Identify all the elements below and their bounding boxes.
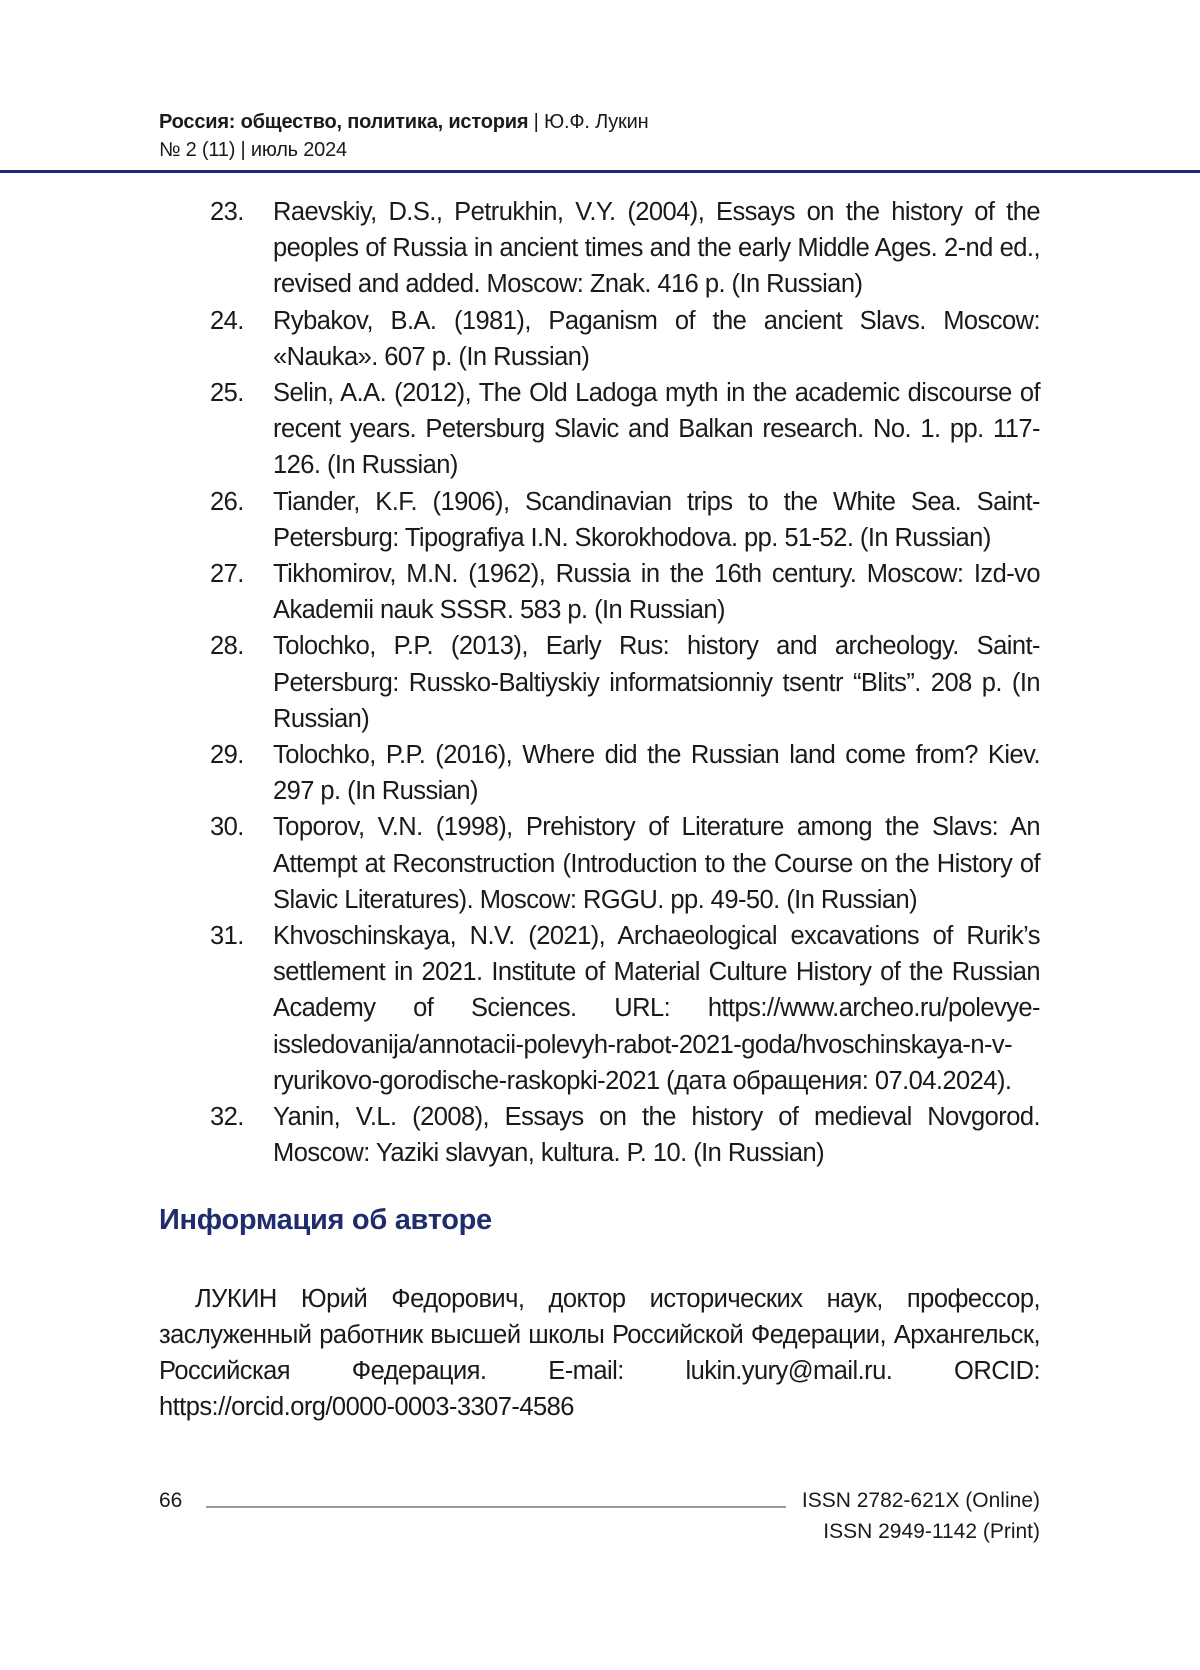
reference-item bbox=[210, 628, 1040, 737]
reference-item bbox=[210, 809, 1040, 918]
footer-issn-block bbox=[802, 1485, 1040, 1547]
journal-title: Россия: общество, политика, история bbox=[159, 111, 529, 133]
reference-number: 25. bbox=[210, 379, 244, 408]
reference-number: 31. bbox=[210, 922, 244, 951]
reference-item bbox=[210, 375, 1040, 484]
reference-item bbox=[210, 484, 1040, 556]
reference-text: Tiander, K.F. (1906), Scandinavian trips to the White Sea. Saint-Petersburg: Tipografiya I.N. Skorokhodova. pp. 51-52. (In Russian) bbox=[273, 487, 1040, 552]
reference-text: Khvoschinskaya, N.V. (2021), Archaeological excavations of Rurik’s settlement in 2021. Institute of Material Culture History of the Russian Academy of Sciences. URL: https://www.archeo.ru/polevye-issledovanija/annotacii-polevyh-rabot-2021-goda/hvoschinskaya-n-v-ryurikovo-gorodische-raskopki-2021 (дата обращения: 07.04.2024). bbox=[273, 922, 1040, 1095]
page-number: 66 bbox=[159, 1489, 183, 1512]
header-author: Ю.Ф. Лукин bbox=[544, 111, 649, 133]
reference-number: 26. bbox=[210, 487, 244, 516]
reference-item bbox=[210, 303, 1040, 375]
reference-text: Toporov, V.N. (1998), Prehistory of Literature among the Slavs: An Attempt at Reconstruction (Introduction to the Course on the History of Slavic Literatures). Moscow: RGGU. pp. 49-50. (In Russian) bbox=[273, 813, 1040, 914]
reference-item bbox=[210, 1099, 1040, 1171]
reference-item bbox=[210, 918, 1040, 1099]
reference-number: 29. bbox=[210, 741, 244, 770]
author-info-paragraph: ЛУКИН Юрий Федорович, доктор исторических наук, профессор, заслуженный работник высшей школы Российской Федерации, Архангельск, Российская Федерация. E-mail: lukin.yury@mail.ru. ORCID: https://orcid.org/0000-0003-3307-4586 bbox=[159, 1285, 1040, 1421]
header-rule bbox=[0, 170, 1200, 173]
reference-text: Yanin, V.L. (2008), Essays on the history of medieval Novgorod. Moscow: Yaziki slavyan, kultura. P. 10. (In Russian) bbox=[273, 1103, 1040, 1168]
reference-number: 28. bbox=[210, 632, 244, 661]
reference-number: 27. bbox=[210, 560, 244, 589]
reference-number: 32. bbox=[210, 1103, 244, 1132]
running-header bbox=[159, 108, 1059, 164]
reference-text: Tikhomirov, M.N. (1962), Russia in the 16th century. Moscow: Izd-vo Akademii nauk SSSR. 583 p. (In Russian) bbox=[273, 560, 1040, 625]
reference-number: 24. bbox=[210, 306, 244, 335]
issn-print: ISSN 2949-1142 (Print) bbox=[823, 1520, 1040, 1543]
reference-text: Rybakov, B.A. (1981), Paganism of the ancient Slavs. Moscow: «Nauka». 607 p. (In Russian) bbox=[273, 306, 1040, 371]
reference-text: Tolochko, P.P. (2016), Where did the Russian land come from? Kiev. 297 p. (In Russian) bbox=[273, 741, 1040, 806]
footer-rule bbox=[206, 1506, 786, 1508]
reference-item bbox=[210, 737, 1040, 809]
header-line-1 bbox=[159, 108, 1059, 136]
reference-number: 23. bbox=[210, 198, 244, 226]
author-info-heading: Информация об авторе bbox=[159, 1204, 492, 1236]
reference-item bbox=[210, 556, 1040, 628]
reference-text: Selin, A.A. (2012), The Old Ladoga myth in the academic discourse of recent years. Petersburg Slavic and Balkan research. No. 1. pp. 117-126. (In Russian) bbox=[273, 379, 1040, 480]
issn-online: ISSN 2782-621X (Online) bbox=[801, 1489, 1040, 1512]
issue-line: № 2 (11) | июль 2024 bbox=[159, 139, 347, 161]
reference-text: Raevskiy, D.S., Petrukhin, V.Y. (2004), Essays on the history of the peoples of Russia in ancient times and the early Middle Ages. 2-nd ed., revised and added. Moscow: Znak. 416 p. (In Russian) bbox=[273, 198, 1040, 299]
reference-number: 30. bbox=[210, 813, 244, 842]
reference-item bbox=[210, 194, 1040, 303]
reference-list bbox=[210, 194, 1040, 1171]
reference-text: Tolochko, P.P. (2013), Early Rus: history and archeology. Saint-Petersburg: Russko-Baltiyskiy informatsionniy tsentr “Blits”. 208 p. (In Russian) bbox=[273, 632, 1040, 733]
header-separator: | bbox=[528, 111, 545, 133]
